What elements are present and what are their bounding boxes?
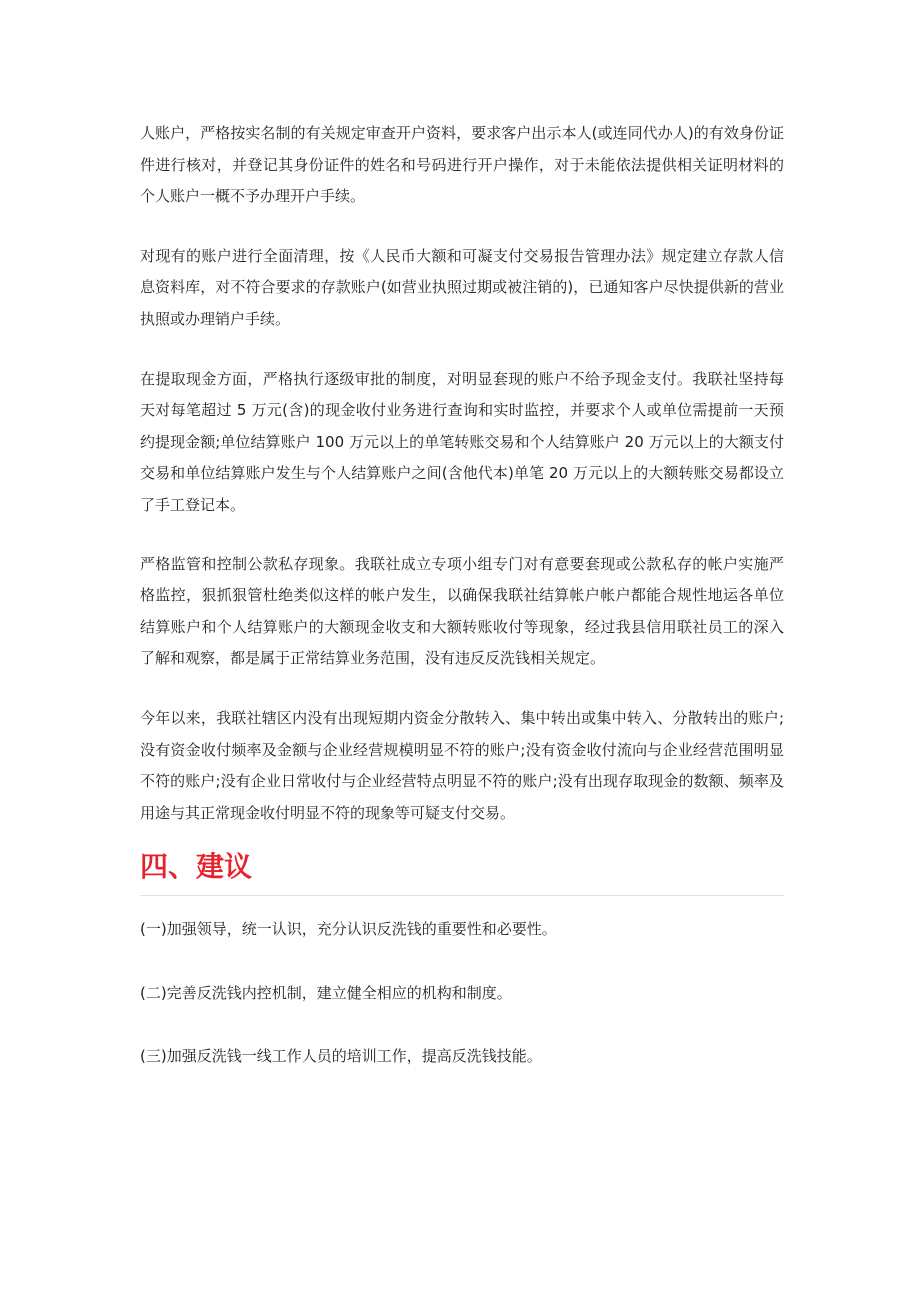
paragraph-suspicious-transactions: 今年以来，我联社辖区内没有出现短期内资金分散转入、集中转出或集中转入、分散转出的账户;没有资金收付频率及金额与企业经营规模明显不符的账户;没有资金收付流向与企业经营范围明显不符的账户;没有企业日常收付与企业经营特点明显不符的账户;没有出现存取现金的数额、频率及用途与其正常现金收付明显不符的现象等可疑支付交易。: [140, 708, 784, 822]
section-heading: 四、建议: [140, 847, 784, 896]
paragraph-account-cleanup: 对现有的账户进行全面清理，按《人民币大额和可凝支付交易报告管理办法》规定建立存款人信息资料库，对不符合要求的存款账户(如营业执照过期或被注销的)，已通知客户尽快提供新的营业执照或办理销户手续。: [140, 246, 784, 328]
recommendation-item: (二)完善反洗钱内控机制，建立健全相应的机构和制度。: [140, 983, 512, 1002]
paragraph-cash-withdrawal: 在提取现金方面，严格执行逐级审批的制度，对明显套现的账户不给予现金支付。我联社坚持每天对每笔超过 5 万元(含)的现金收付业务进行查询和实时监控，并要求个人或单位需提前一天预约提现金额;单位结算账户 100 万元以上的单笔转账交易和个人结算账户 20 万元以上的大额支付交易和单位结算账户发生与个人结算账户之间(含他代本)单笔 20 万元以上的大额转账交易都设立了手工登记本。: [140, 369, 784, 514]
paragraph-public-private-deposit: 严格监管和控制公款私存现象。我联社成立专项小组专门对有意要套现或公款私存的帐户实施严格监控，狠抓狠管杜绝类似这样的帐户发生，以确保我联社结算帐户帐户都能合规性地运各单位结算账户和个人结算账户的大额现金收支和大额转账收付等现象，经过我县信用联社员工的深入了解和观察，都是属于正常结算业务范围，没有违反反洗钱相关规定。: [140, 554, 784, 668]
recommendation-item: (三)加强反洗钱一线工作人员的培训工作，提高反洗钱技能。: [140, 1047, 542, 1066]
document-body: [140, 118, 784, 1073]
recommendation-item: (一)加强领导，统一认识，充分认识反洗钱的重要性和必要性。: [140, 920, 557, 939]
paragraph-account-opening: 人账户，严格按实名制的有关规定审查开户资料，要求客户出示本人(或连同代办人)的有效身份证件进行核对，并登记其身份证件的姓名和号码进行开户操作，对于未能依法提供相关证明材料的个人账户一概不予办理开户手续。: [140, 124, 784, 206]
